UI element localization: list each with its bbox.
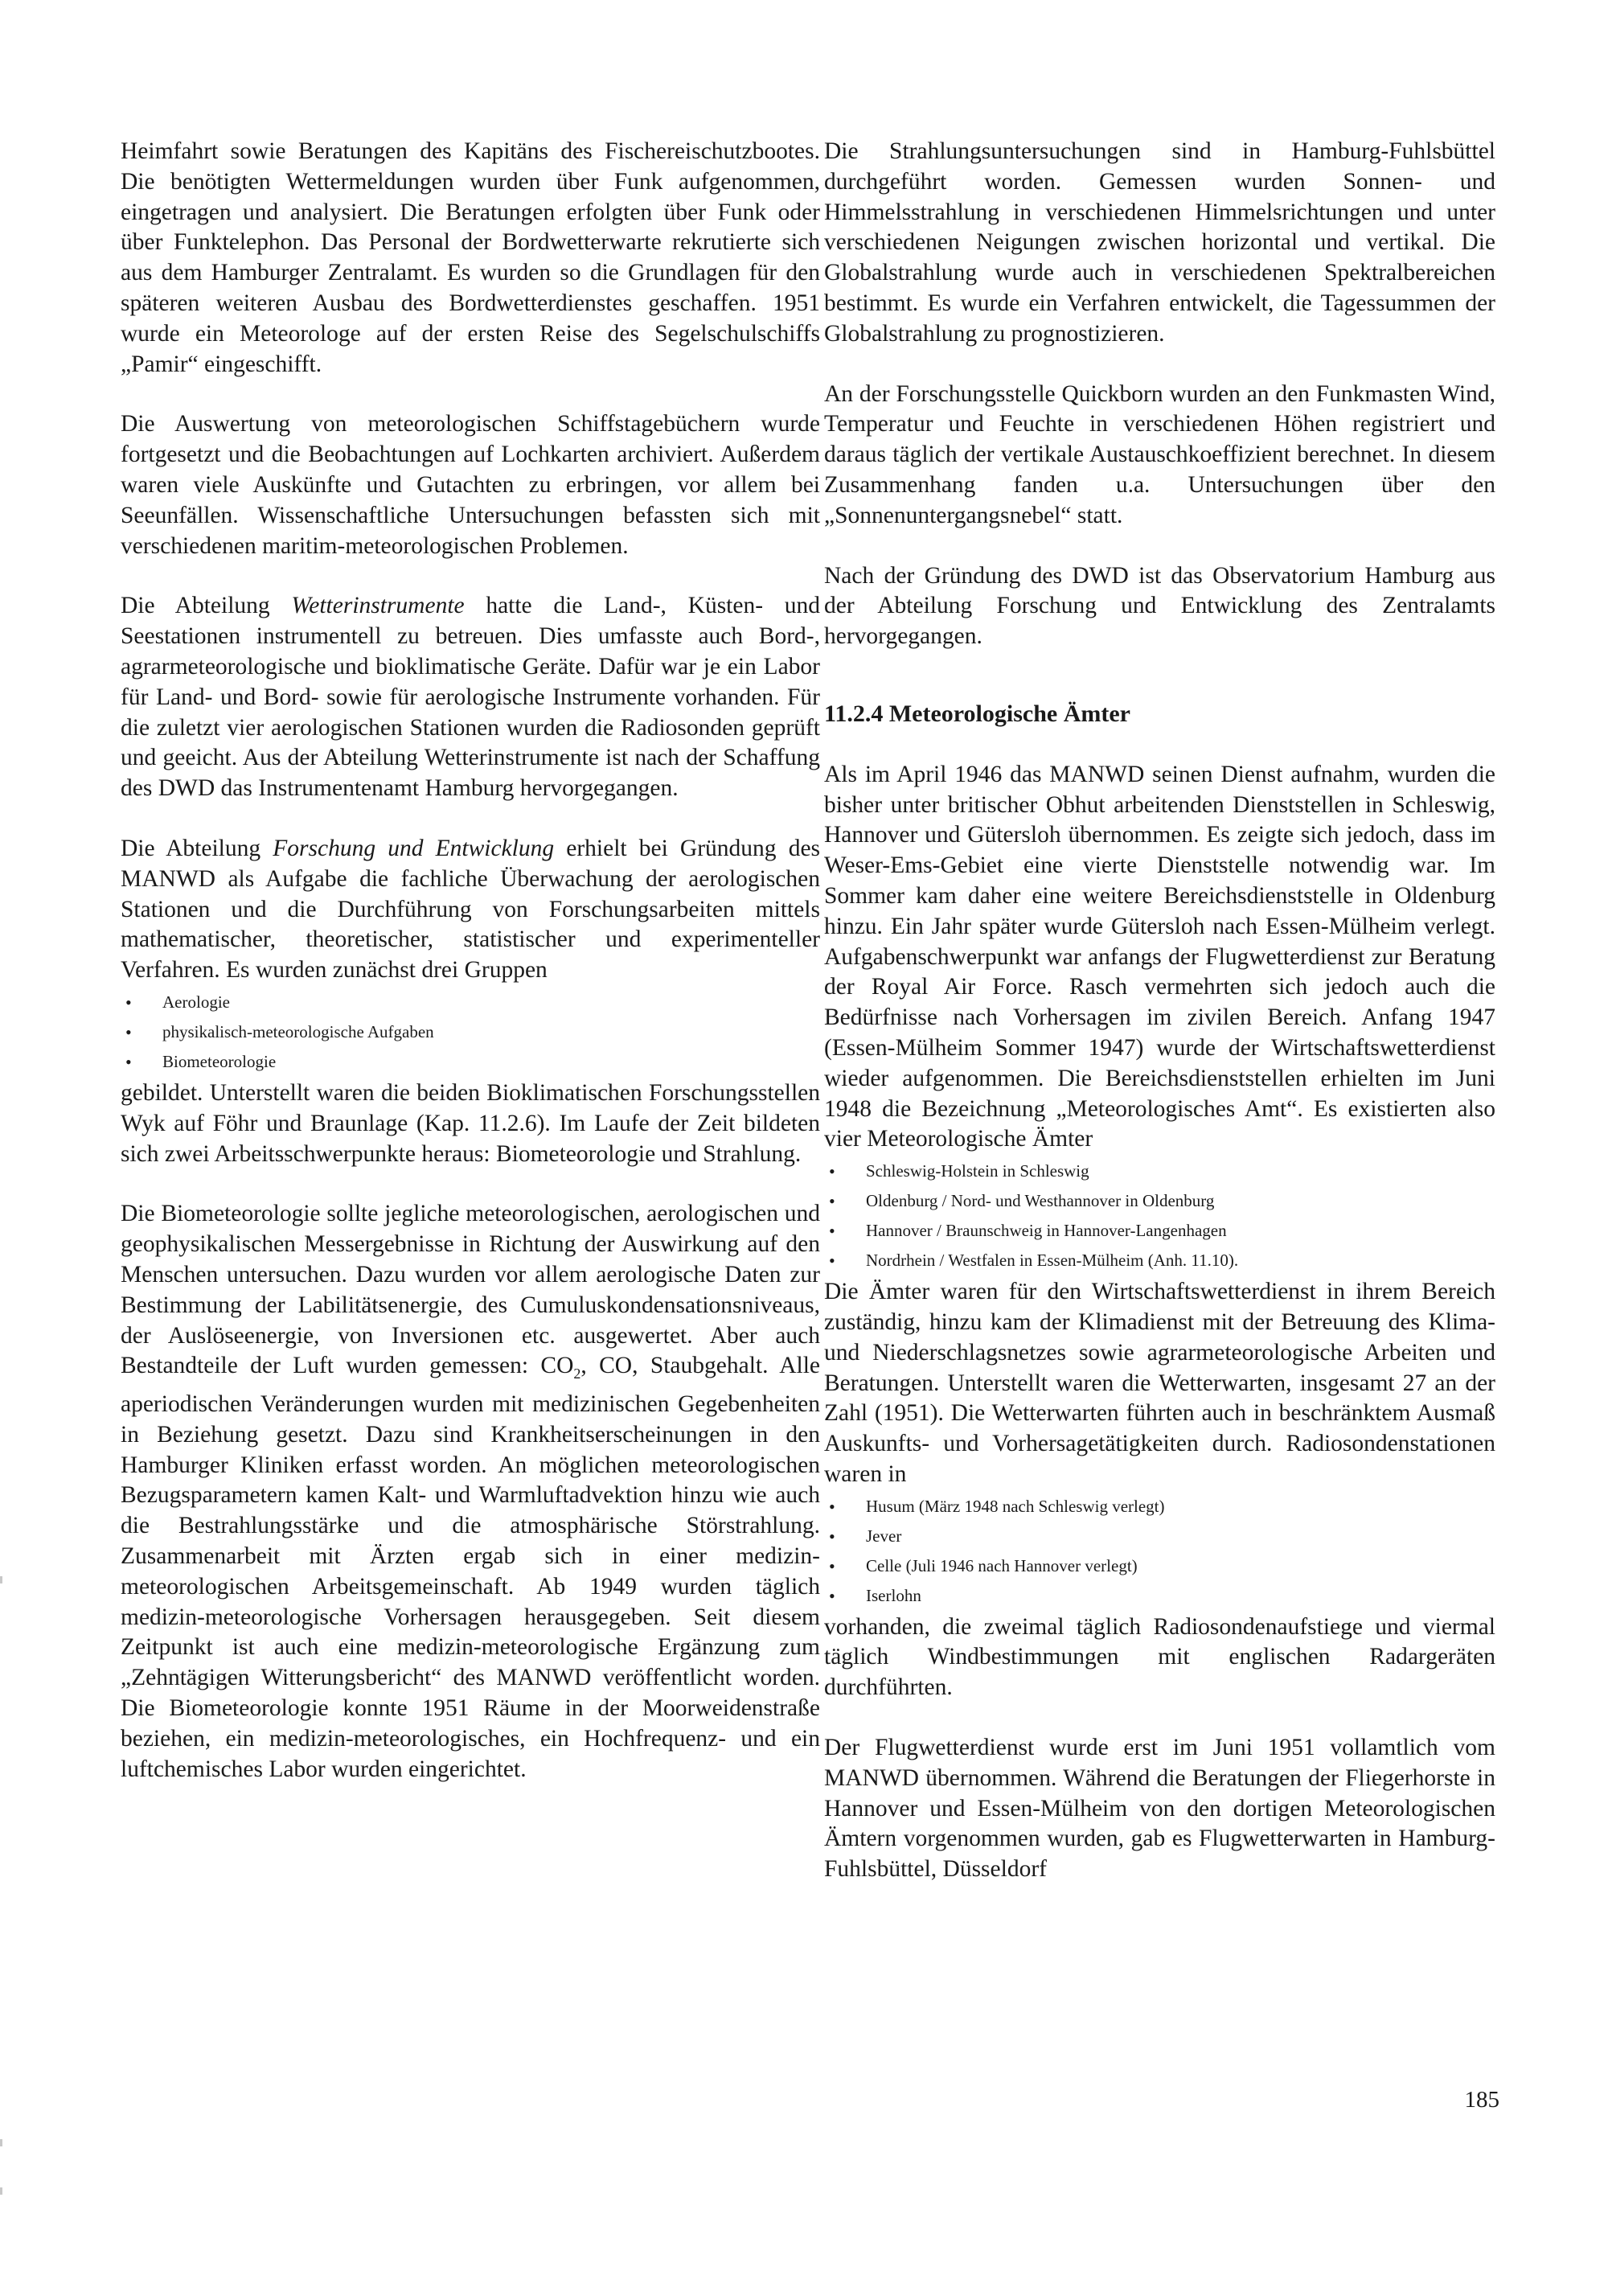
text-run: Die Biometeorologie sollte jegliche meteorologischen, aerologischen und geophysikalischen Messergebnisse in Richtung der Auswirkung auf den Menschen untersuchen. Dazu wurden vor allem aerologische Daten zur Bestimmung der Labilitätsenergie, des Cumuluskondensationsniveaus, der Auslöseenergie, von Inversionen etc. ausgewertet. Aber auch Bestandteile der Luft wurden gemessen: CO <box>121 1201 820 1379</box>
paragraph-bordwetterwarte: Heimfahrt sowie Beratungen des Kapitäns des Fischereischutzbootes. Die benötigten Wettermeldungen wurden über Funk aufgenommen, eingetragen und analysiert. Die Beratungen erfolgten über Funk oder über Funktelephon. Das Personal der Bordwetterwarte rekrutierte sich aus dem Hamburger Zentralamt. Es wurden so die Grundlagen für den späteren weiteren Ausbau des Bordwetterdienstes geschaffen. 1951 wurde ein Meteorologe auf der ersten Reise des Segelschulschiffs „Pamir“ eingeschifft. <box>121 138 820 377</box>
left-column <box>121 137 820 1814</box>
section-heading: 11.2.4 Meteorologische Ämter <box>824 700 1130 727</box>
emphasis-wetterinstrumente: Wetterinstrumente <box>291 593 465 619</box>
list-item: • Biometeorologie <box>162 1047 820 1077</box>
list-item: • Oldenburg / Nord- und Westhannover in Oldenburg <box>866 1186 1495 1216</box>
scan-edge-mark <box>0 2139 2 2146</box>
scan-edge-mark <box>0 2187 2 2195</box>
paragraph-radar: vorhanden, die zweimal täglich Radiosondenaufstiege und viermal täglich Windbestimmungen mit englischen Radargeräten durchführten. <box>824 1613 1495 1701</box>
list-item: • Celle (Juli 1946 nach Hannover verlegt) <box>866 1551 1495 1581</box>
paragraph-flugwetterdienst: Der Flugwetterdienst wurde erst im Juni 1951 vollamtlich vom MANWD übernommen. Während die Beratungen der Fliegerhorste in Hannover und Essen-Mülheim von den dortigen Meteorologischen Ämtern vorgenommen wurden, gab es Flugwetterwarten in Hamburg-Fuhlsbüttel, Düsseldorf <box>824 1735 1495 1883</box>
list-item: • Nordrhein / Westfalen in Essen-Mülheim (Anh. 11.10). <box>866 1246 1495 1275</box>
list-item: • Iserlohn <box>866 1581 1495 1611</box>
text-run: Die Abteilung <box>121 593 292 619</box>
page-number: 185 <box>1464 2087 1499 2113</box>
right-column <box>824 137 1495 1915</box>
text-run: Die Abteilung <box>121 835 273 861</box>
paragraph-forschung <box>121 834 820 986</box>
list-item: • physikalisch-meteorologische Aufgaben <box>162 1017 820 1047</box>
paragraph-strahlung: Die Strahlungsuntersuchungen sind in Hamburg-Fuhlsbüttel durchgeführt worden. Gemessen wurden Sonnen- und Himmelsstrahlung in verschiedenen Himmelsrichtungen und unter verschiedenen Neigungen zwischen horizontal und vertikal. Die Globalstrahlung wurde auch in verschiedenen Spektralbereichen bestimmt. Es wurde ein Verfahren entwickelt, die Tagessummen der Globalstrahlung zu prognostizieren. <box>824 138 1495 347</box>
paragraph-wetterwarten: Die Ämter waren für den Wirtschaftswetterdienst in ihrem Bereich zuständig, hinzu kam der Klimadienst mit der Betreuung des Klima- und Niederschlagsnetzes sowie agrarmeteorologische Arbeiten und Beratungen. Unterstellt waren die Wetterwarten, insgesamt 27 an der Zahl (1951). Die Wetterwarten führten auch in beschränktem Ausmaß Auskunfts- und Vorhersagetätigkeiten durch. Radiosondenstationen waren in <box>824 1279 1495 1487</box>
paragraph-wetterinstrumente <box>121 591 820 804</box>
paragraph-gebildet: gebildet. Unterstellt waren die beiden Bioklimatischen Forschungsstellen Wyk auf Föhr und Braunlage (Kap. 11.2.6). Im Laufe der Zeit bildeten sich zwei Arbeitsschwerpunkte heraus: Biometeorologie und Strahlung. <box>121 1079 820 1167</box>
list-item: • Hannover / Braunschweig in Hannover-Langenhagen <box>866 1216 1495 1246</box>
list-item: • Aerologie <box>162 988 820 1017</box>
groups-list <box>121 988 820 1077</box>
text-run: hatte die Land-, Küsten- und Seestationen instrumentell zu betreuen. Dies umfasste auch Bord-, agrarmeteorologische und bioklimatische Geräte. Dafür war je ein Labor für Land- und Bord- sowie für aerologische Instrumente vorhanden. Für die zuletzt vier aerologischen Stationen wurden die Radiosonden geprüft und geeicht. Aus der Abteilung Wetterinstrumente ist nach der Schaffung des DWD das Instrumentenamt Hamburg hervorgegangen. <box>121 593 821 802</box>
paragraph-aemter: Als im April 1946 das MANWD seinen Dienst aufnahm, wurden die bisher unter britischer Obhut arbeitenden Dienststellen in Schleswig, Hannover und Gütersloh übernommen. Es zeigte sich jedoch, dass im Weser-Ems-Gebiet eine vierte Dienststelle notwendig war. Im Sommer kam daher eine weitere Bereichsdienststelle in Oldenburg hinzu. Ein Jahr später wurde Gütersloh nach Essen-Mülheim verlegt. Aufgabenschwerpunkt war anfangs der Flugwetterdienst zur Beratung der Royal Air Force. Rasch vermehrten sich jedoch auch die Bedürfnisse nach Vorhersagen im zivilen Bereich. Anfang 1947 (Essen-Mülheim Sommer 1947) wurde der Wirtschaftswetterdienst wieder aufgenommen. Die Bereichsdienststellen erhielten im Juni 1948 die Bezeichnung „Meteorologisches Amt“. Es existierten also vier Meteorologische Ämter <box>824 761 1495 1152</box>
emphasis-forschung: Forschung und Entwicklung <box>273 835 555 861</box>
paragraph-biometeorologie <box>121 1199 820 1785</box>
scan-edge-mark <box>0 1576 2 1583</box>
text-run: , CO, Staubgehalt. Alle aperiodischen Veränderungen wurden mit medizinischen Gegebenheiten in Beziehung gesetzt. Dazu sind Krankheitserscheinungen in den Hamburger Kliniken erfasst worden. An möglichen meteorologischen Bezugsparametern kamen Kalt- und Warmluftadvektion hinzu wie auch die Bestrahlungsstärke und die atmosphärische Störstrahlung. Zusammenarbeit mit Ärzten ergab sich in einer medizin-meteorologischen Arbeitsgemeinschaft. Ab 1949 wurden täglich medizin-meteorologische Vorhersagen herausgegeben. Seit diesem Zeitpunkt ist auch eine medizin-meteorologische Ergänzung zum „Zehntägigen Witterungsbericht“ des MANWD veröffentlicht worden. Die Biometeorologie konnte 1951 Räume in der Moorweidenstraße beziehen, ein medizin-meteorologisches, ein Hochfrequenz- und ein luftchemisches Labor wurden eingerichtet. <box>121 1353 820 1782</box>
stations-list <box>824 1492 1495 1611</box>
paragraph-quickborn: An der Forschungsstelle Quickborn wurden an den Funkmasten Wind, Temperatur und Feuchte in verschiedenen Höhen registriert und daraus täglich der vertikale Austauschkoeffizient berechnet. In diesem Zusammenhang fanden u.a. Untersuchungen über den „Sonnenuntergangsnebel“ statt. <box>824 380 1495 528</box>
paragraph-schiffstagebuecher: Die Auswertung von meteorologischen Schiffstagebüchern wurde fortgesetzt und die Beobachtungen auf Lochkarten archiviert. Außerdem waren viele Auskünfte und Gutachten zu erbringen, vor allem bei Seeunfällen. Wissenschaftliche Untersuchungen befassten sich mit verschiedenen maritim-meteorologischen Problemen. <box>121 411 820 559</box>
paragraph-observatorium: Nach der Gründung des DWD ist das Observatorium Hamburg aus der Abteilung Forschung und Entwicklung des Zentralamts hervorgegangen. <box>824 562 1495 650</box>
list-item: • Husum (März 1948 nach Schleswig verlegt) <box>866 1492 1495 1522</box>
list-item: • Schleswig-Holstein in Schleswig <box>866 1156 1495 1186</box>
text-run: erhielt bei Gründung des MANWD als Aufgabe die fachliche Überwachung der aerologischen Stationen und die Durchführung von Forschungsarbeiten mittels mathematischer, theoretischer, statistischer und experimenteller Verfahren. Es wurden zunächst drei Gruppen <box>121 835 821 984</box>
offices-list <box>824 1156 1495 1275</box>
subscript: 2 <box>573 1366 581 1382</box>
list-item: • Jever <box>866 1522 1495 1551</box>
